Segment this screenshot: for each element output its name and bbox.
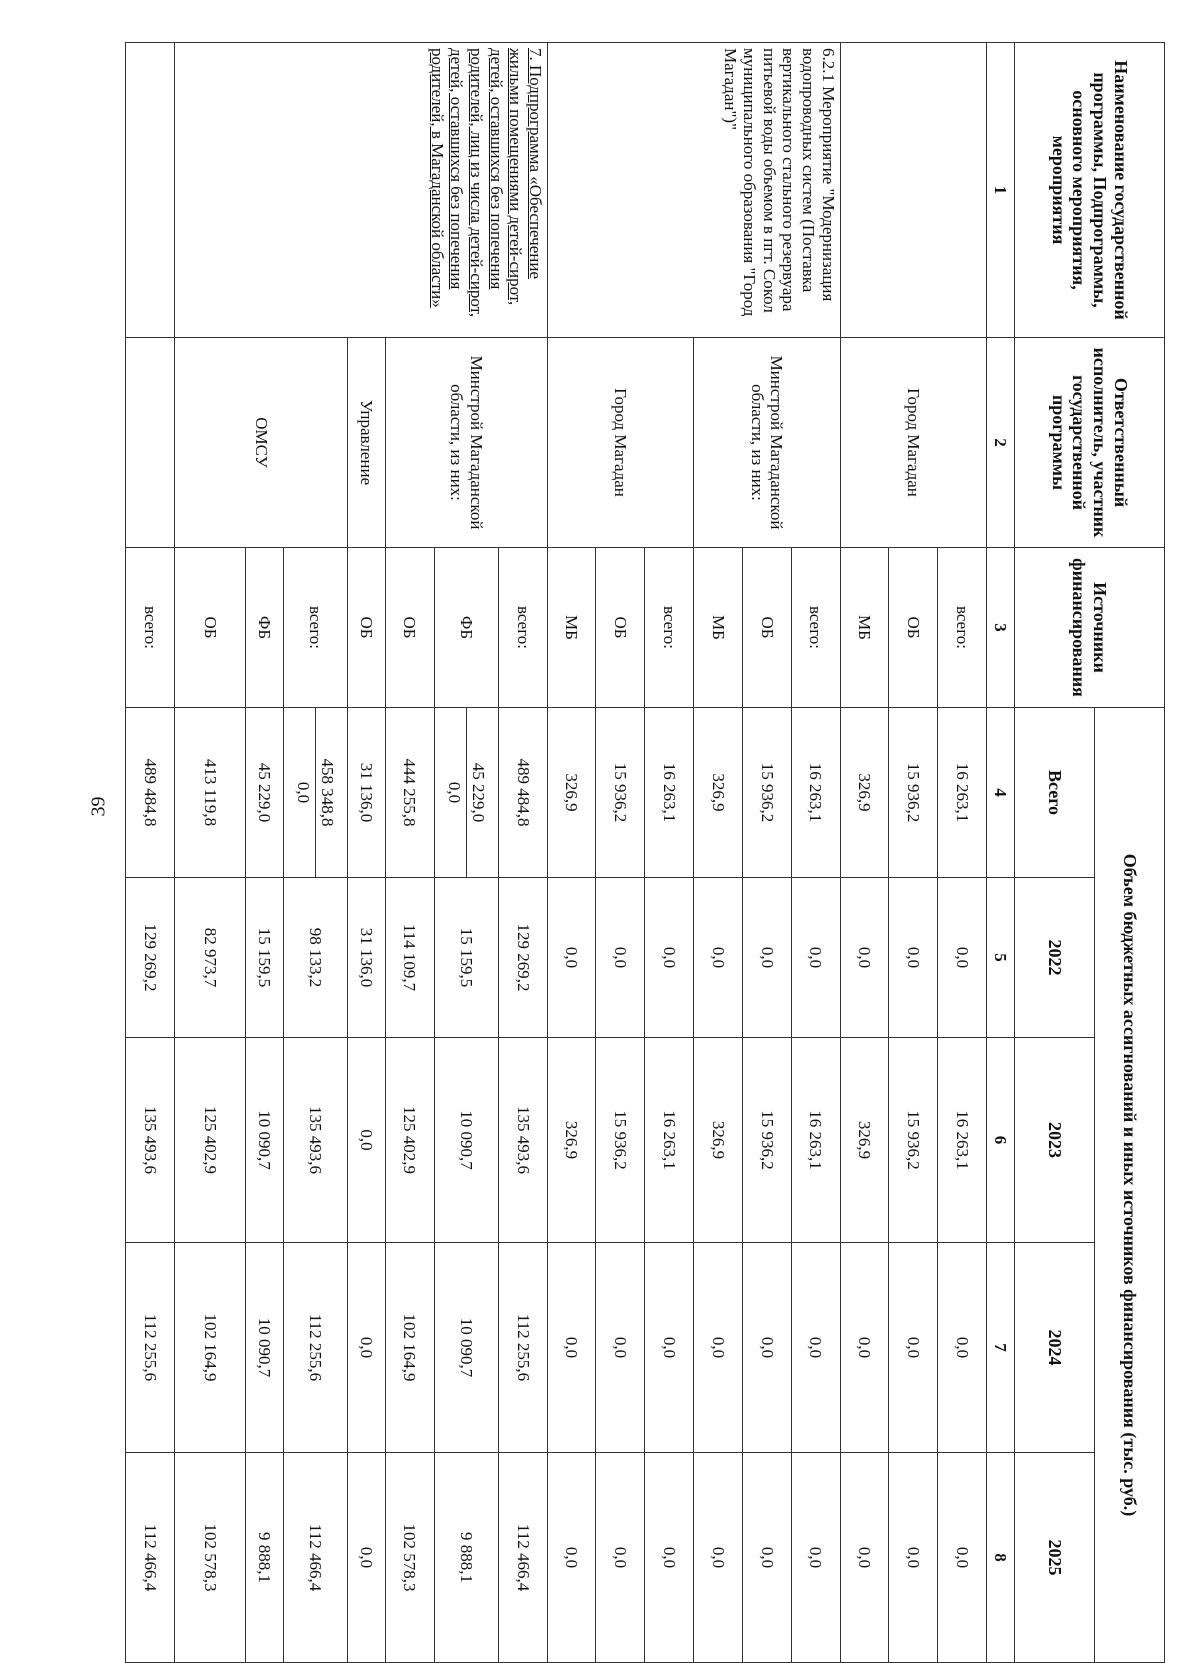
value: 10 090,7 <box>245 1243 283 1453</box>
value-split <box>283 708 347 878</box>
value: 0,0 <box>444 708 467 877</box>
source: МБ <box>694 548 743 708</box>
value: 10 090,7 <box>245 1038 283 1243</box>
executor: Управление <box>348 338 386 548</box>
value: 112 255,6 <box>126 1243 175 1453</box>
value: 45 229,0 <box>469 762 489 823</box>
header-source: Источники финансирования <box>1015 548 1165 708</box>
value: 326,9 <box>547 708 596 878</box>
value: 135 493,6 <box>126 1038 175 1243</box>
col-number: 6 <box>987 1038 1015 1243</box>
source: всего: <box>645 548 694 708</box>
value: 0,0 <box>547 1453 596 1663</box>
value: 326,9 <box>840 708 889 878</box>
value: 15 936,2 <box>742 708 791 878</box>
measure-name: 6.2.1 Мероприятие "Модернизация водопроводных систем (Поставка вертикального стального резервуара питьевой воды объемом в пгт. Сокол муниципального образования "Город Магадан")" <box>547 43 840 338</box>
value: 135 493,6 <box>498 1038 547 1243</box>
value: 16 263,1 <box>791 708 840 878</box>
value: 129 269,2 <box>126 878 175 1038</box>
value: 0,0 <box>840 878 889 1038</box>
value: 102 578,3 <box>385 1453 434 1663</box>
header-2023: 2023 <box>1015 1038 1095 1243</box>
budget-table <box>125 42 1165 1663</box>
value: 45 229,0 <box>245 708 283 878</box>
subprogram-name: 7. Подпрограмма «Обеспечение жильми помещениями детей-сирот, детей, оставшихся без попечения родителей, лиц из числа детей-сирот, детей, оставшихся без попечения родителей, в Магаданской области» <box>174 43 547 338</box>
value: 102 164,9 <box>385 1243 434 1453</box>
value: 0,0 <box>596 1243 645 1453</box>
source: ОБ <box>385 548 434 708</box>
value: 31 136,0 <box>348 878 386 1038</box>
value: 326,9 <box>694 1038 743 1243</box>
source: всего: <box>126 548 175 708</box>
value: 15 159,5 <box>245 878 283 1038</box>
col-number: 5 <box>987 878 1015 1038</box>
value: 0,0 <box>742 878 791 1038</box>
value: 0,0 <box>791 1453 840 1663</box>
value: 0,0 <box>348 1038 386 1243</box>
header-name: Наименование государственной программы, Подпрограммы, основного мероприятия, мероприятия <box>1015 43 1165 338</box>
source: МБ <box>547 548 596 708</box>
value: 112 255,6 <box>283 1243 347 1453</box>
value: 15 936,2 <box>889 708 938 878</box>
value: 0,0 <box>645 1243 694 1453</box>
header-2024: 2024 <box>1015 1243 1095 1453</box>
value: 0,0 <box>791 1243 840 1453</box>
value: 326,9 <box>840 1038 889 1243</box>
budget-table-container <box>125 42 1165 1662</box>
source: всего: <box>938 548 987 708</box>
value: 15 159,5 <box>434 878 498 1038</box>
value: 0,0 <box>547 1243 596 1453</box>
table-row <box>791 43 840 1663</box>
value: 0,0 <box>938 878 987 1038</box>
table-row <box>498 43 547 1663</box>
value: 0,0 <box>889 1453 938 1663</box>
header-total: Всего <box>1015 708 1095 878</box>
value: 15 936,2 <box>742 1038 791 1243</box>
header-2022: 2022 <box>1015 878 1095 1038</box>
value: 112 255,6 <box>498 1243 547 1453</box>
value: 112 466,4 <box>498 1453 547 1663</box>
value: 0,0 <box>840 1243 889 1453</box>
col-number: 4 <box>987 708 1015 878</box>
value: 326,9 <box>694 708 743 878</box>
value: 489 484,8 <box>498 708 547 878</box>
executor: Минстрой Магаданской области, из них: <box>385 338 547 548</box>
value: 102 164,9 <box>174 1243 245 1453</box>
value: 0,0 <box>596 1453 645 1663</box>
value: 16 263,1 <box>645 1038 694 1243</box>
value: 413 119,8 <box>174 708 245 878</box>
program-name <box>840 43 986 338</box>
value: 98 133,2 <box>283 878 347 1038</box>
value: 112 466,4 <box>126 1453 175 1663</box>
value: 0,0 <box>938 1453 987 1663</box>
source: ФБ <box>434 548 498 708</box>
table-row <box>938 43 987 1663</box>
value: 458 348,8 <box>318 758 338 827</box>
executor: Город Магадан <box>840 338 986 548</box>
col-number: 2 <box>987 338 1015 548</box>
value: 31 136,0 <box>348 708 386 878</box>
value: 0,0 <box>645 1453 694 1663</box>
value: 0,0 <box>348 1243 386 1453</box>
value: 16 263,1 <box>645 708 694 878</box>
source: МБ <box>840 548 889 708</box>
value: 9 888,1 <box>245 1453 283 1663</box>
col-number: 8 <box>987 1453 1015 1663</box>
value: 0,0 <box>791 878 840 1038</box>
value: 16 263,1 <box>938 1038 987 1243</box>
value: 0,0 <box>889 1243 938 1453</box>
value-split <box>434 708 498 878</box>
source: всего: <box>791 548 840 708</box>
source: ОБ <box>174 548 245 708</box>
value: 0,0 <box>889 878 938 1038</box>
value: 0,0 <box>348 1453 386 1663</box>
value: 0,0 <box>293 708 316 877</box>
value: 10 090,7 <box>434 1038 498 1243</box>
value: 0,0 <box>938 1243 987 1453</box>
value: 0,0 <box>547 878 596 1038</box>
value: 102 578,3 <box>174 1453 245 1663</box>
value: 0,0 <box>694 878 743 1038</box>
source: ФБ <box>245 548 283 708</box>
header-executor: Ответственный исполнитель, участник государственной программы <box>1015 338 1165 548</box>
value: 125 402,9 <box>385 1038 434 1243</box>
value: 0,0 <box>840 1453 889 1663</box>
value: 10 090,7 <box>434 1243 498 1453</box>
value: 0,0 <box>694 1453 743 1663</box>
value: 15 936,2 <box>596 708 645 878</box>
value: 0,0 <box>742 1453 791 1663</box>
value: 9 888,1 <box>434 1453 498 1663</box>
executor: ОМСУ <box>174 338 347 548</box>
value: 326,9 <box>547 1038 596 1243</box>
value: 114 109,7 <box>385 878 434 1038</box>
source: всего: <box>283 548 347 708</box>
col-number: 1 <box>987 43 1015 338</box>
value: 444 255,8 <box>385 708 434 878</box>
col-number: 7 <box>987 1243 1015 1453</box>
value: 112 466,4 <box>283 1453 347 1663</box>
value: 16 263,1 <box>938 708 987 878</box>
value: 129 269,2 <box>498 878 547 1038</box>
value: 0,0 <box>596 878 645 1038</box>
header-budget-group: Объем бюджетных ассигнований и иных источников финансирования (тыс. руб.) <box>1095 708 1165 1663</box>
program-name <box>126 43 175 338</box>
value: 125 402,9 <box>174 1038 245 1243</box>
value: 16 263,1 <box>791 1038 840 1243</box>
header-2025: 2025 <box>1015 1453 1095 1663</box>
value: 135 493,6 <box>283 1038 347 1243</box>
executor: Минстрой Магаданской области, из них: <box>694 338 840 548</box>
value: 15 936,2 <box>889 1038 938 1243</box>
value: 0,0 <box>645 878 694 1038</box>
source: ОБ <box>742 548 791 708</box>
source: ОБ <box>889 548 938 708</box>
page-number: 39 <box>87 796 110 817</box>
value: 0,0 <box>742 1243 791 1453</box>
source: ОБ <box>348 548 386 708</box>
value: 489 484,8 <box>126 708 175 878</box>
executor: Город Магадан <box>547 338 693 548</box>
value: 15 936,2 <box>596 1038 645 1243</box>
executor <box>126 338 175 548</box>
col-number: 3 <box>987 548 1015 708</box>
table-row <box>126 43 175 1663</box>
value: 82 973,7 <box>174 878 245 1038</box>
value: 0,0 <box>694 1243 743 1453</box>
source: всего: <box>498 548 547 708</box>
source: ОБ <box>596 548 645 708</box>
